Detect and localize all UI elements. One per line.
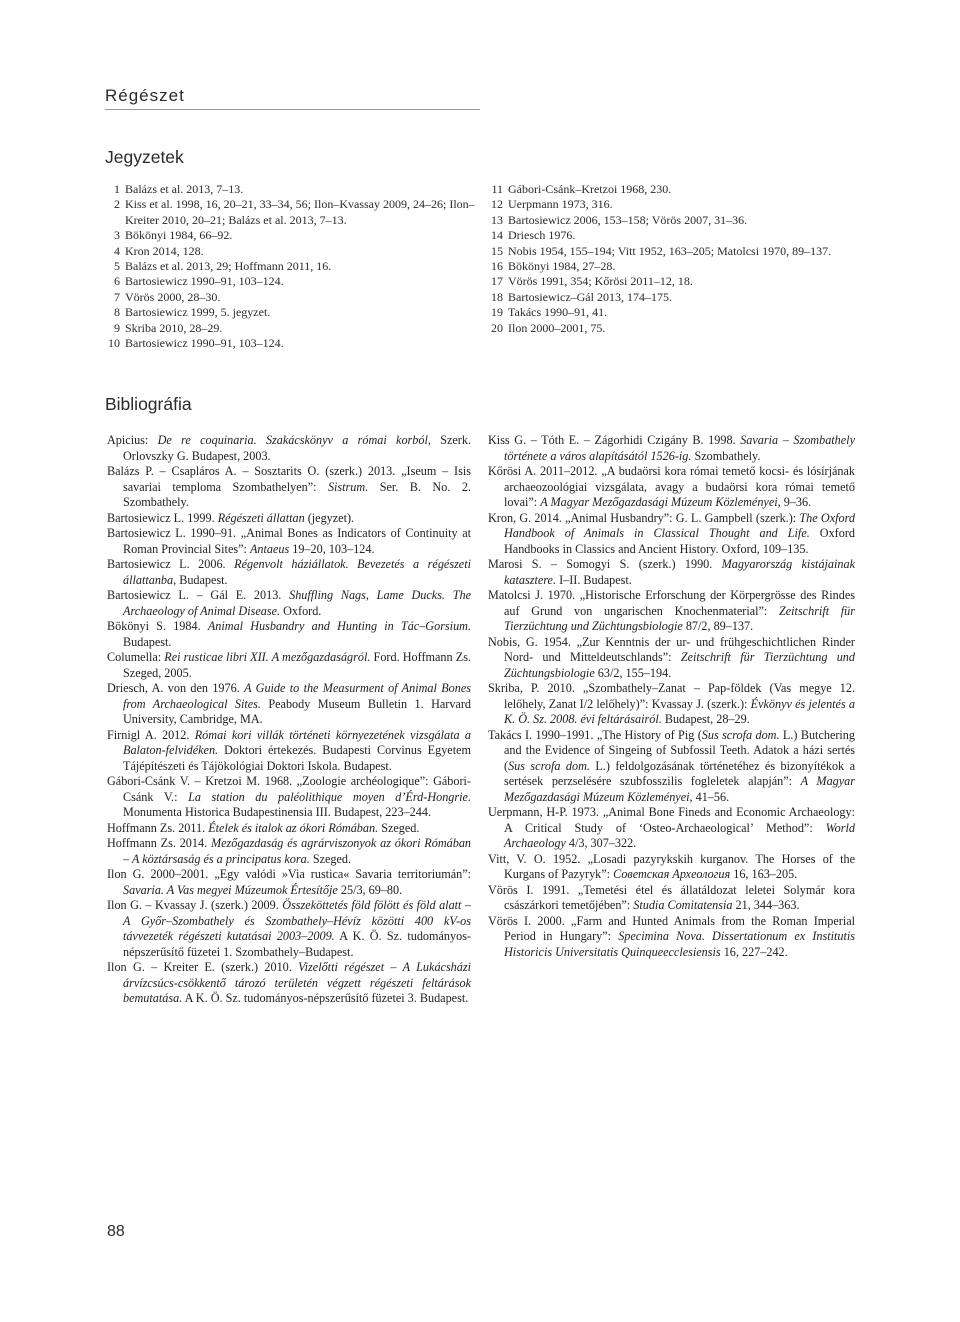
bibliography-text: Bartosiewicz L. – Gál E. 2013. xyxy=(107,588,290,602)
bibliography-text: A K. Ö. Sz. tudományos-népszerűsítő füzetei 3. Budapest. xyxy=(182,991,469,1005)
bibliography-text: Bökönyi S. 1984. xyxy=(107,619,208,633)
bibliography-text: 19–20, 103–124. xyxy=(289,541,375,556)
note-text: Ilon 2000–2001, 75. xyxy=(508,320,606,335)
running-head: Régészet xyxy=(105,86,480,110)
note-item xyxy=(107,336,477,351)
bibliography-text: Ilon G. 2000–2001. „Egy valódi »Via rustica« Savaria territoriumán”: xyxy=(107,867,471,881)
note-text: Nobis 1954, 155–194; Vitt 1952, 163–205; Matolcsi 1970, 89–137. xyxy=(508,243,832,258)
bibliography-text: Kron, G. 2014. „Animal Husbandry”: G. L. Gampbell (szerk.): xyxy=(488,510,800,525)
note-item xyxy=(488,274,858,289)
bibliography-title: De re coquinaria. Szakácskönyv a római korból, xyxy=(157,433,431,447)
bibliography-entry xyxy=(107,526,471,557)
bibliography-title: Zeitschrift für Tierzüchtung und Züchtungsbiologie xyxy=(504,603,855,633)
bibliography-entry xyxy=(488,914,855,961)
bibliography-entry xyxy=(107,557,471,588)
bibliography-text: Monumenta Historica Budapestinensia III. Budapest, 223–244. xyxy=(123,805,432,819)
bibliography-text: Driesch, A. von den 1976. xyxy=(107,681,245,695)
note-text: Bartosiewicz 1990–91, 103–124. xyxy=(125,274,284,289)
bibliography-entry xyxy=(107,898,471,960)
bibliography-title: The Oxford Handbook of Animals in Classical Thought and Life. xyxy=(504,510,855,540)
note-number: 18 xyxy=(491,289,503,304)
bibliography-text: Szeged. xyxy=(378,820,420,835)
note-text: Bartosiewicz–Gál 2013, 174–175. xyxy=(508,289,672,304)
note-text: Balázs et al. 2013, 7–13. xyxy=(125,182,244,196)
note-item xyxy=(107,182,477,197)
note-text: Gábori-Csánk–Kretzoi 1968, 230. xyxy=(508,182,672,196)
bibliography-text: 16, 163–205. xyxy=(730,867,798,881)
note-number: 7 xyxy=(114,289,120,304)
note-item xyxy=(488,290,858,305)
bibliography-entry xyxy=(107,867,471,898)
note-item xyxy=(488,244,858,259)
bibliography-column-left xyxy=(107,433,471,1007)
note-number: 20 xyxy=(491,320,503,335)
bibliography-title: Sistrum. xyxy=(327,479,369,494)
bibliography-text: Apicius: xyxy=(107,433,158,447)
note-number: 8 xyxy=(114,305,120,320)
bibliography-text: Szeged. xyxy=(309,851,352,866)
notes-list-left xyxy=(107,182,477,351)
bibliography-title: Magyarország kistájainak katasztere. xyxy=(504,557,856,587)
bibliography-text: Vörös I. 2000. „Farm and Hunted Animals from the Roman Imperial Period in Hungary”: xyxy=(488,913,855,943)
bibliography-text: Firnigl A. 2012. xyxy=(107,727,195,742)
note-number: 6 xyxy=(114,274,120,289)
bibliography-title: World Archaeology xyxy=(504,820,855,850)
bibliography-text: Doktori értekezés. Budapesti Corvinus Egyetem Tájépítészeti és Tájökológiai Doktori Iskola. Budapest. xyxy=(123,743,471,773)
bibliography-entry xyxy=(488,588,855,635)
note-number: 17 xyxy=(491,274,503,289)
bibliography-title: Savaria. A Vas megyei Múzeumok Értesítője xyxy=(123,882,338,897)
note-item xyxy=(488,259,858,274)
bibliography-entry xyxy=(488,557,855,588)
bibliography-entry xyxy=(107,511,471,527)
note-item xyxy=(488,182,858,197)
note-text: Skriba 2010, 28–29. xyxy=(125,320,223,335)
bibliography-text: I–II. Budapest. xyxy=(556,572,632,587)
bibliography-text: Marosi S. – Somogyi S. (szerk.) 1990. xyxy=(488,557,722,571)
bibliography-text: Peabody Museum Bulletin 1. Harvard University, Cambridge, MA. xyxy=(123,696,471,726)
bibliography-entry xyxy=(107,681,471,728)
note-item xyxy=(107,305,477,320)
bibliography-title: Rei rusticae libri XII. A mezőgazdaságról. xyxy=(164,650,371,664)
bibliography-entry xyxy=(107,774,471,821)
bibliography-text: Vitt, V. O. 1952. „Losadi pazyrykskih kurganov. The Horses of the Kurgans of Pazyryk”: xyxy=(488,851,855,881)
bibliography-text: Ilon G. – Kvassay J. (szerk.) 2009. xyxy=(107,898,283,912)
bibliography-text: 41–56. xyxy=(692,789,730,804)
bibliography-title: Savaria – Szombathely története a város alapításától 1526-ig. xyxy=(504,433,855,463)
bibliography-entry xyxy=(488,805,855,852)
note-item xyxy=(107,274,477,289)
bibliography-text: 16, 227–242. xyxy=(720,944,788,959)
bibliography-title: Régenvolt háziállatok. Bevezetés a régészeti állattanba, xyxy=(123,557,471,587)
bibliography-title: Sus scrofa dom. xyxy=(508,758,590,773)
note-number: 16 xyxy=(491,259,503,274)
note-number: 4 xyxy=(114,243,120,258)
bibliography-title: Összeköttetés föld fölött és föld alatt – A Győr–Szombathely és Szombathely–Hévíz közötti 400 kV-os távvezeték régészeti kutatásai 2003–2009. xyxy=(123,898,471,943)
bibliography-entry xyxy=(488,728,855,806)
note-number: 9 xyxy=(114,320,120,335)
bibliography-text: Balázs P. – Csapláros A. – Sosztarits O. (szerk.) 2013. „Iseum – Isis savariai temploma Szombathelyen”: xyxy=(107,464,471,494)
note-text: Driesch 1976. xyxy=(508,228,576,243)
note-number: 3 xyxy=(114,228,120,243)
note-text: Vörös 1991, 354; Kőrösi 2011–12, 18. xyxy=(508,274,693,289)
note-item xyxy=(107,244,477,259)
bibliography-text: Uerpmann, H-P. 1973. „Animal Bone Fineds and Economic Archaeology: A Critical Study of ‘Osteo-Archaeological’ Method”: xyxy=(488,805,855,835)
bibliography-text: Hoffmann Zs. 2014. xyxy=(107,836,211,850)
bibliography-text: Skriba, P. 2010. „Szombathely–Zanat – Pap-földek (Vas megye 12. lelőhely, Zanat I/2 lelőhely)”: Kvassay J. (szerk.): xyxy=(488,681,855,711)
note-text: Bartosiewicz 2006, 153–158; Vörös 2007, 31–36. xyxy=(508,212,748,227)
bibliography-text: Oxford. xyxy=(280,603,322,618)
bibliography-title: Studia Comitatensia xyxy=(633,898,733,912)
note-text: Uerpmann 1973, 316. xyxy=(508,197,613,212)
bibliography-text: Matolcsi J. 1970. „Historische Erforschung der Körpergrösse des Rindes auf Grund von ungarischen Knochenmaterial”: xyxy=(488,588,855,618)
bibliography-text: Ford. Hoffmann Zs. Szeged, 2005. xyxy=(123,650,471,680)
bibliography-title: Vizelőtti régészet – A Lukácsházi árvízcsúcs-csökkentő tározó területén végzett régészeti feltárások bemutatása. xyxy=(123,960,472,1005)
bibliography-text: Columella: xyxy=(107,650,165,664)
bibliography-text: Nobis, G. 1954. „Zur Kenntnis der ur- und frühgeschichtlichen Rinder Nord- und Mitteldeutschlands”: xyxy=(488,634,855,664)
bibliography-entry xyxy=(107,650,471,681)
bibliography-title: A Guide to the Measurment of Animal Bones from Archaeological Sites. xyxy=(123,681,471,711)
bibliography-text: 4/3, 307–322. xyxy=(565,836,637,850)
bibliography-entry xyxy=(488,883,855,914)
note-text: Vörös 2000, 28–30. xyxy=(125,289,221,304)
note-item xyxy=(107,259,477,274)
bibliography-entry xyxy=(107,433,471,464)
note-item xyxy=(107,290,477,305)
bibliography-heading: Bibliográfia xyxy=(105,394,192,414)
note-item xyxy=(107,321,477,336)
bibliography-title: Specimina Nova. Dissertationum ex Institutis Historicis Universitatis Quinqueecclesiensis xyxy=(504,929,855,959)
bibliography-text: Bartosiewicz L. 2006. xyxy=(107,557,235,571)
note-number: 12 xyxy=(491,197,503,212)
notes-heading: Jegyzetek xyxy=(105,147,184,167)
bibliography-text: 21, 344–363. xyxy=(732,898,800,912)
bibliography-text: L.) feldolgozásának történetéhez és bizonyítékok a sertések perzselésére szubfosszilis fogleletek alapján”: xyxy=(504,758,855,788)
bibliography-entry xyxy=(107,836,471,867)
bibliography-entry xyxy=(488,433,855,464)
bibliography-entry xyxy=(488,681,855,728)
bibliography-entry xyxy=(107,619,471,650)
bibliography-text: Gábori-Csánk V. – Kretzoi M. 1968. „Zoologie archéologique”: Gábori-Csánk V.: xyxy=(107,774,471,804)
bibliography-title: Zeitschrift für Tierzüchtung und Züchtungsbiologie xyxy=(504,650,855,680)
bibliography-text: Ser. B. No. 2. Szombathely. xyxy=(123,479,471,509)
note-item xyxy=(488,213,858,228)
bibliography-title: A Magyar Mezőgazdasági Múzeum Közleményei, xyxy=(540,495,781,509)
note-number: 14 xyxy=(491,228,503,243)
note-item xyxy=(107,197,477,228)
bibliography-text: 87/2, 89–137. xyxy=(682,619,754,633)
bibliography-entry xyxy=(488,464,855,511)
note-item xyxy=(488,321,858,336)
note-number: 2 xyxy=(114,197,120,212)
bibliography-entry xyxy=(488,852,855,883)
bibliography-entry xyxy=(107,960,471,1007)
bibliography-title: Évkönyv és jelentés a K. Ö. Sz. 2008. évi feltárásairól. xyxy=(504,696,855,726)
bibliography-text: Kőrösi A. 2011–2012. „A budaörsi kora római temető kocsi- és lósírjának archaeozoológiai vizsgálata, avagy a budaörsi kora római temető lovai”: xyxy=(488,464,855,509)
note-number: 13 xyxy=(491,212,503,227)
bibliography-text: A K. Ö. Sz. tudományos-népszerűsítő füzetei 1. Szombathely–Budapest. xyxy=(123,929,471,959)
note-number: 1 xyxy=(114,182,120,196)
bibliography-text: Bartosiewicz L. 1999. xyxy=(107,510,218,525)
bibliography-entry xyxy=(107,728,471,775)
note-item xyxy=(488,197,858,212)
note-number: 19 xyxy=(491,305,503,320)
note-text: Bökönyi 1984, 27–28. xyxy=(508,259,616,274)
bibliography-column-right xyxy=(488,433,855,960)
note-text: Bartosiewicz 1990–91, 103–124. xyxy=(125,336,284,351)
notes-list-right xyxy=(488,182,858,336)
note-item xyxy=(107,228,477,243)
bibliography-text: Vörös I. 1991. „Temetési étel és állatáldozat leletei Solymár kora császárkori temetőjében”: xyxy=(488,882,855,912)
bibliography-text: Bartosiewicz L. 1990–91. „Animal Bones as Indicators of Continuity at Roman Provincial Sites”: xyxy=(107,526,471,556)
bibliography-text: Budapest. xyxy=(176,572,228,587)
page-number: 88 xyxy=(107,1223,125,1240)
note-text: Kiss et al. 1998, 16, 20–21, 33–34, 56; Ilon–Kvassay 2009, 24–26; Ilon–Kreiter 2010, 20–21; Balázs et al. 2013, 7–13. xyxy=(125,197,475,227)
bibliography-entry xyxy=(488,511,855,558)
bibliography-entry xyxy=(107,821,471,837)
note-text: Bartosiewicz 1999, 5. jegyzet. xyxy=(125,305,271,320)
bibliography-title: Római kori villák történeti környezetének vizsgálata a Balaton-felvidéken. xyxy=(123,727,471,757)
note-number: 11 xyxy=(491,182,503,196)
bibliography-text: Hoffmann Zs. 2011. xyxy=(107,820,209,835)
bibliography-title: A Magyar Mezőgazdasági Múzeum Közleményei, xyxy=(504,774,856,804)
bibliography-text: Oxford Handbooks in Classics and Ancient History. Oxford, 109–135. xyxy=(504,526,855,556)
bibliography-text: Budapest. xyxy=(123,634,172,649)
bibliography-text: Kiss G. – Tóth E. – Zágorhidi Czigány B. 1998. xyxy=(488,433,741,447)
bibliography-title: La station du paléolithique moyen d’Érd-Hongrie. xyxy=(188,789,471,804)
bibliography-title: Sus scrofa dom. xyxy=(701,727,780,742)
bibliography-text: Budapest, 28–29. xyxy=(661,712,750,726)
bibliography-title: Mezőgazdaság és agrárviszonyok az ókori Rómában – A köztársaság és a principatus kora. xyxy=(123,836,472,866)
bibliography-entry xyxy=(488,635,855,682)
bibliography-title: Советская Археология xyxy=(613,867,731,881)
bibliography-text: L.) Butchering and the Evidence of Singeing of Subfossil Teeth. Adatok a házi sertés ( xyxy=(504,727,855,773)
note-text: Kron 2014, 128. xyxy=(125,243,204,258)
note-text: Balázs et al. 2013, 29; Hoffmann 2011, 16. xyxy=(125,259,332,274)
bibliography-text: Szombathely. xyxy=(691,448,761,463)
note-text: Bökönyi 1984, 66–92. xyxy=(125,228,233,243)
bibliography-title: Régészeti állattan xyxy=(217,510,305,525)
note-number: 15 xyxy=(491,243,503,258)
bibliography-title: Shuffling Nags, Lame Ducks. The Archaeology of Animal Disease. xyxy=(123,588,471,618)
bibliography-entry xyxy=(107,588,471,619)
bibliography-title: Antaeus xyxy=(249,541,290,556)
bibliography-text: 9–36. xyxy=(780,495,812,509)
note-item xyxy=(488,305,858,320)
bibliography-entry xyxy=(107,464,471,511)
note-item xyxy=(488,228,858,243)
bibliography-text: Ilon G. – Kreiter E. (szerk.) 2010. xyxy=(107,960,299,974)
bibliography-text: Szerk. Orlovszky G. Budapest, 2003. xyxy=(123,433,471,463)
bibliography-text: (jegyzet). xyxy=(304,510,355,525)
bibliography-title: Animal Husbandry and Hunting in Tác–Gorsium. xyxy=(207,619,472,633)
bibliography-text: 63/2, 155–194. xyxy=(594,665,672,680)
bibliography-text: 25/3, 69–80. xyxy=(337,882,403,897)
bibliography-title: Ételek és italok az ókori Rómában. xyxy=(208,820,379,835)
note-text: Takács 1990–91, 41. xyxy=(508,305,608,320)
note-number: 10 xyxy=(108,336,120,351)
note-number: 5 xyxy=(114,259,120,274)
bibliography-text: Takács I. 1990–1991. „The History of Pig ( xyxy=(488,727,702,742)
